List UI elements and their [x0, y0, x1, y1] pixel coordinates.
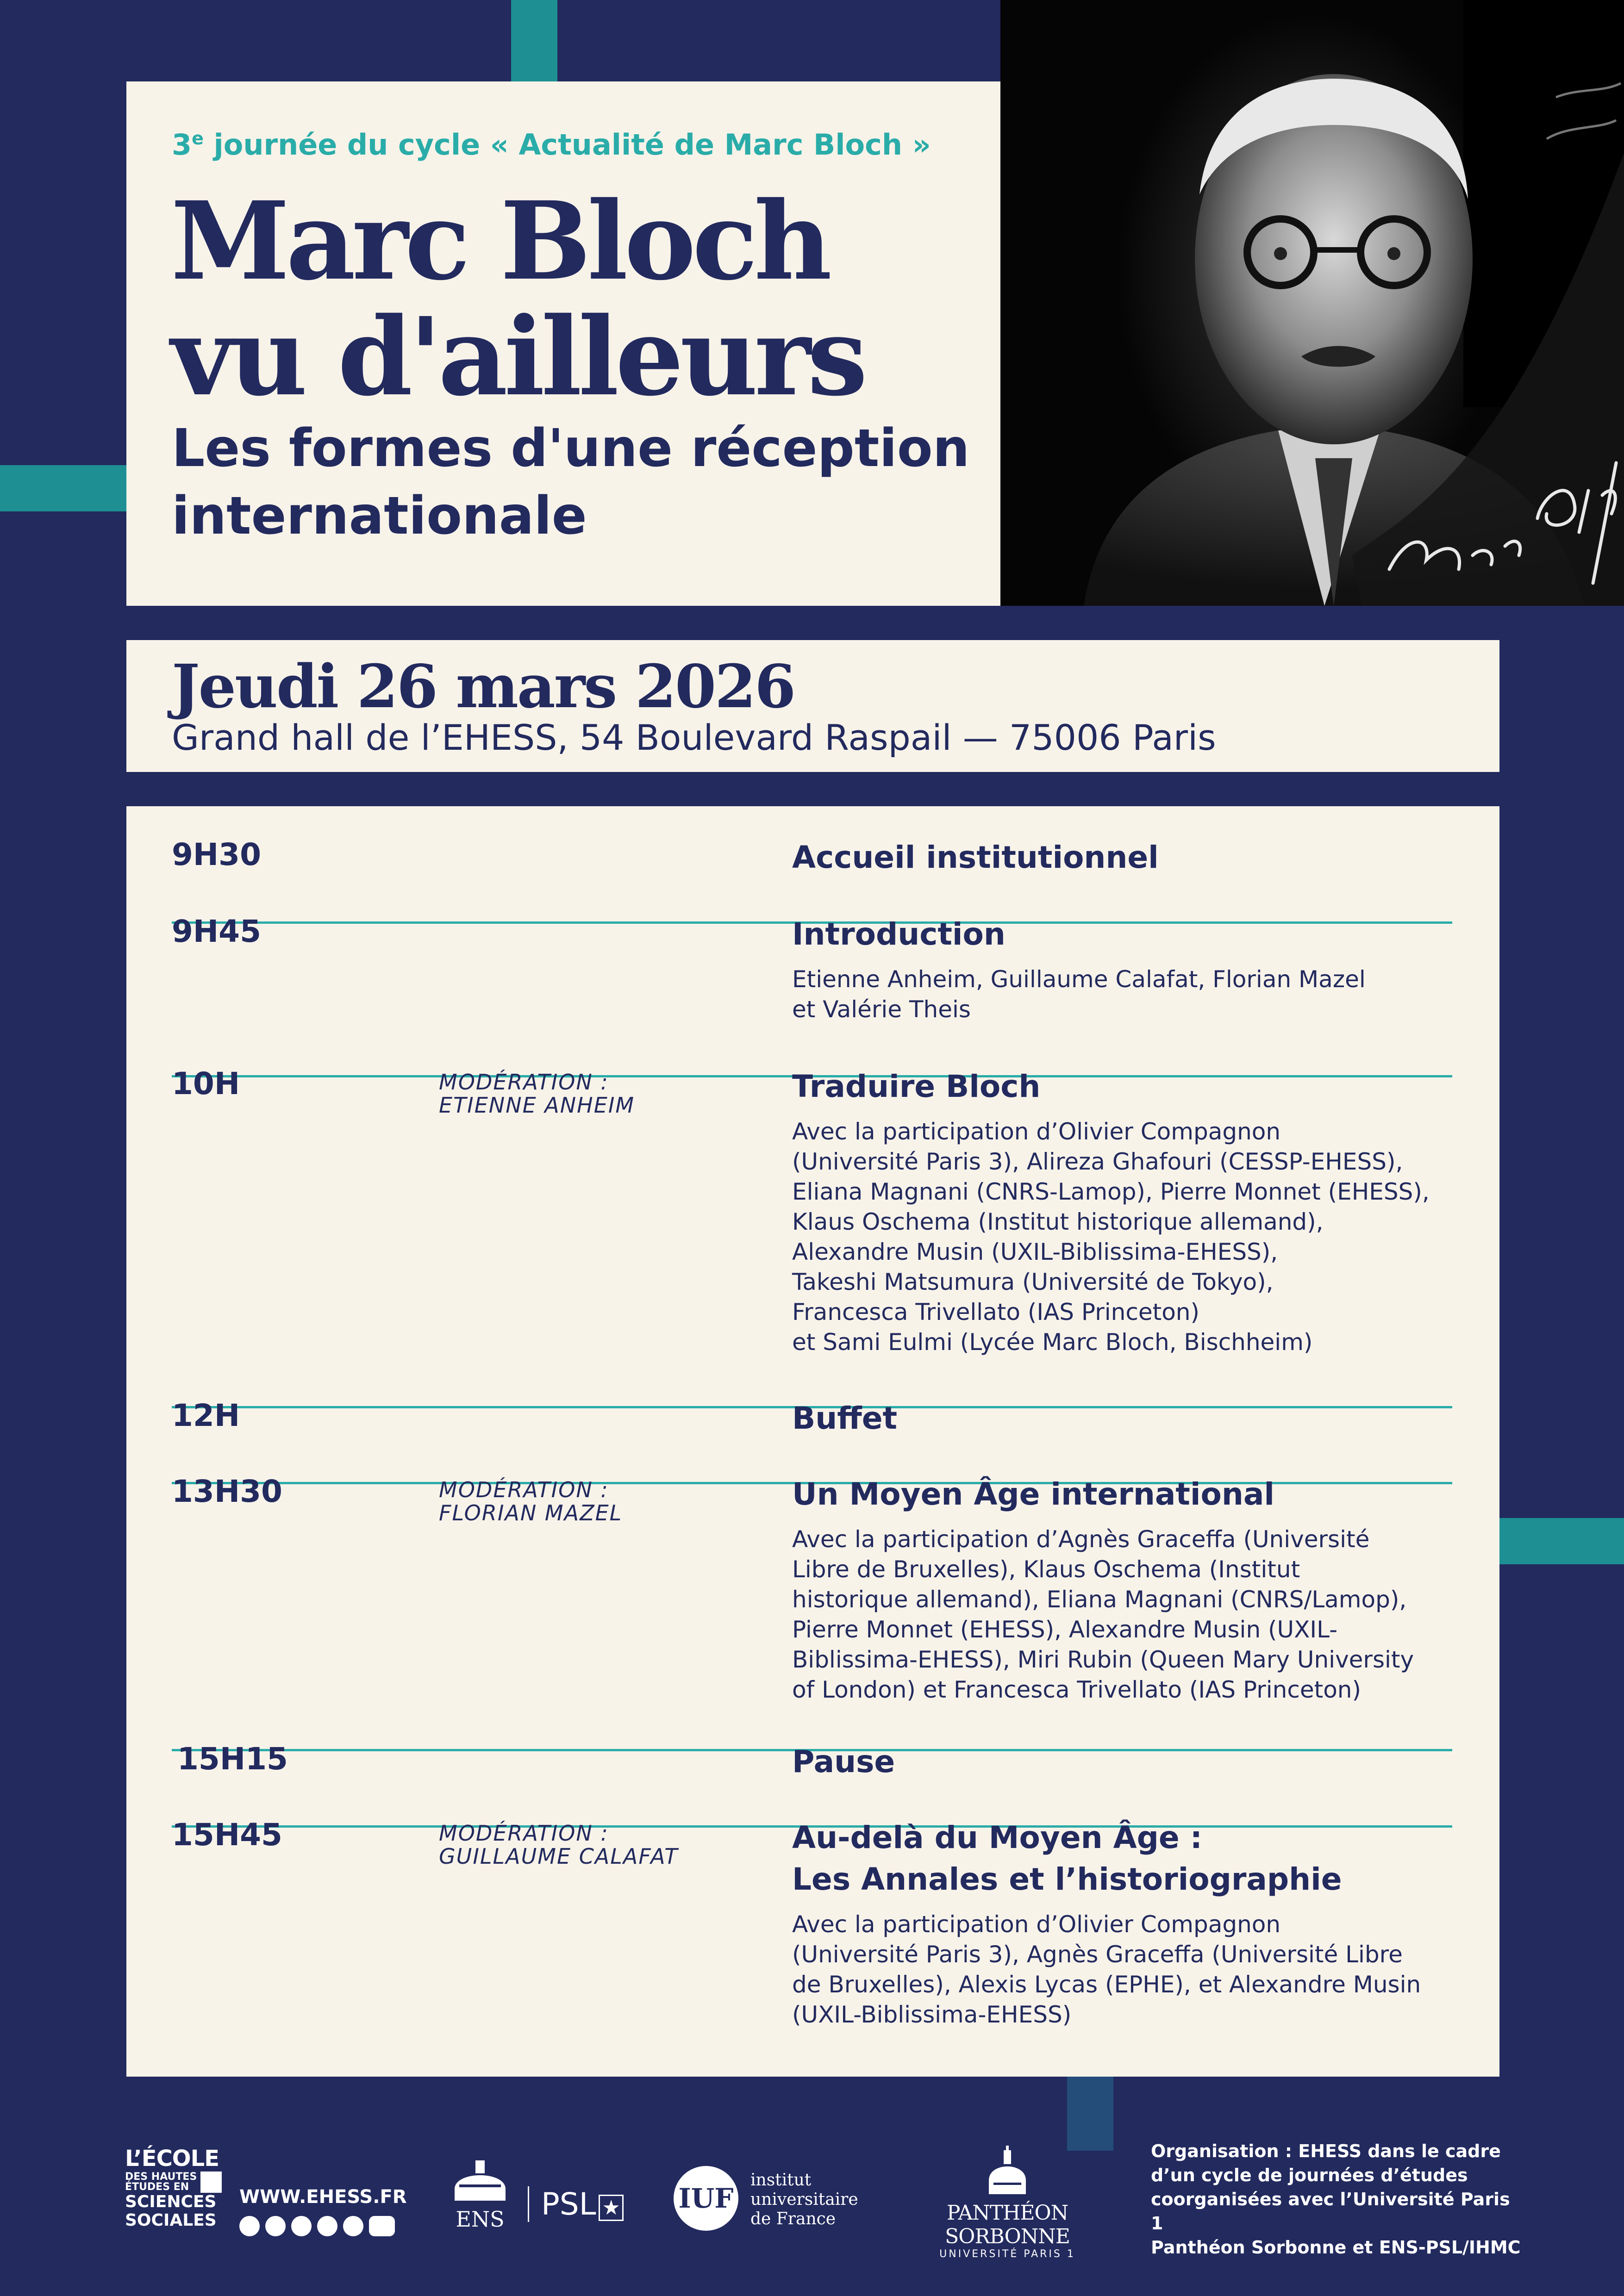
session-title: Pause — [792, 1744, 895, 1780]
ens-label: ENS — [456, 2207, 505, 2232]
program-row — [172, 1474, 1452, 1751]
pantheon-sorbonne-logo[interactable] — [896, 2146, 1118, 2260]
star-icon: ★ — [599, 2195, 623, 2221]
ehess-logo-line: SCIENCES — [125, 2192, 217, 2211]
iuf-logo[interactable] — [674, 2166, 858, 2231]
page-title: Marc Bloch vu d'ailleurs — [171, 178, 864, 420]
ehess-logo-line: L’ÉCOLE — [125, 2146, 219, 2172]
ehess-website-link[interactable]: WWW.EHESS.FR — [239, 2186, 407, 2208]
moderator: MODÉRATION : GUILLAUME CALAFAT — [439, 1821, 679, 1869]
event-date-card — [126, 640, 1499, 772]
session-title: Au-delà du Moyen Âge : Les Annales et l’historiographie — [792, 1820, 1342, 1897]
decor-bar-left — [0, 465, 126, 511]
header-card — [126, 81, 1000, 606]
ehess-logo-line: DES HAUTES — [125, 2171, 197, 2183]
program-row — [172, 1066, 1452, 1408]
ens-dome-icon — [450, 2157, 510, 2203]
tiktok-icon[interactable] — [291, 2216, 312, 2236]
pantheon-dome-icon — [980, 2146, 1035, 2196]
pantheon-subtitle: UNIVERSITÉ PARIS 1 — [939, 2248, 1075, 2260]
program-session — [792, 837, 1449, 878]
instagram-icon[interactable] — [343, 2216, 363, 2236]
program-session — [792, 1817, 1449, 2030]
social-links — [239, 2216, 395, 2236]
ens-logo[interactable] — [450, 2157, 510, 2232]
session-title: Un Moyen Âge international — [792, 1476, 1275, 1512]
program-row — [172, 1398, 1452, 1484]
ehess-logo-line: ÉTUDES EN — [125, 2181, 189, 2193]
program-session — [792, 1066, 1449, 1357]
program-time: 15H15 — [177, 1741, 288, 1777]
session-speakers: Avec la participation d’Agnès Graceffa (Université Libre de Bruxelles), Klaus Oschema (Institut historique allemand), Eliana Magnani (CNRS/Lamop), Pierre Monnet (EHESS), Alexandre Musin (UXIL- Biblissima-EHESS), Miri Rubin (Queen Mary University of London) et Francesca Trivellato (IAS Princeton) — [792, 1526, 1414, 1703]
pantheon-name: PANTHÉON SORBONNE — [945, 2201, 1070, 2248]
program-time: 9H45 — [172, 914, 262, 949]
session-title: Introduction — [792, 916, 1006, 952]
cycle-kicker: 3e journée du cycle « Actualité de Marc Bloch » — [172, 128, 931, 162]
session-title: Buffet — [792, 1400, 898, 1436]
psl-logo[interactable] — [528, 2186, 624, 2222]
program-time: 10H — [172, 1066, 240, 1101]
program-card — [126, 806, 1499, 2077]
session-speakers: Avec la participation d’Olivier Compagnon (Université Paris 3), Alireza Ghafouri (CESSP-EHESS), Eliana Magnani (CNRS-Lamop), Pierre Monnet (EHESS), Klaus Oschema (Institut historique allemand), Alexandre Musin (UXIL-Biblissima-EHESS), Takeshi Matsumura (Université de Tokyo), Francesca Trivellato (IAS Princeton) et Sami Eulmi (Lycée Marc Bloch, Bischheim) — [792, 1118, 1430, 1356]
ehess-logo[interactable] — [125, 2146, 231, 2230]
ehess-square-icon — [200, 2172, 222, 2193]
footer — [0, 2129, 1624, 2296]
moderator: MODÉRATION : ETIENNE ANHEIM — [439, 1070, 635, 1118]
portrait-illustration — [1000, 0, 1624, 606]
iuf-badge: IUF — [674, 2166, 738, 2231]
session-title: Accueil institutionnel — [792, 840, 1159, 875]
ehess-logo-line: SOCIALES — [125, 2211, 217, 2230]
event-venue: Grand hall de l’EHESS, 54 Boulevard Raspail — 75006 Paris — [172, 717, 1216, 758]
marc-bloch-portrait — [1000, 0, 1624, 606]
youtube-icon[interactable] — [369, 2216, 395, 2236]
program-session — [792, 1398, 1449, 1439]
program-time: 9H30 — [172, 837, 262, 872]
decor-bar-right — [1499, 1518, 1624, 1564]
bluesky-icon[interactable] — [265, 2216, 286, 2236]
session-speakers: Etienne Anheim, Guillaume Calafat, Florian Mazel et Valérie Theis — [792, 966, 1366, 1023]
event-date: Jeudi 26 mars 2026 — [172, 652, 795, 722]
program-row — [172, 914, 1452, 1077]
program-session — [792, 914, 1449, 1025]
program-session — [792, 1474, 1449, 1705]
organisation-note: Organisation : EHESS dans le cadre d’un cycle de journées d’études coorganisées avec l’Université Paris 1 Panthéon Sorbonne et ENS-PSL/IHMC — [1151, 2141, 1521, 2258]
decor-bar-top — [511, 0, 557, 81]
page-subtitle: Les formes d'une réception internationale — [172, 418, 970, 546]
program-time: 13H30 — [172, 1474, 282, 1509]
program-time: 12H — [172, 1398, 240, 1433]
program-row — [172, 1817, 1452, 2048]
program-row — [172, 1741, 1452, 1828]
program-row — [172, 837, 1452, 924]
psl-label: PSL — [541, 2186, 596, 2222]
session-title: Traduire Bloch — [792, 1069, 1041, 1104]
linkedin-icon[interactable] — [317, 2216, 337, 2236]
program-time: 15H45 — [172, 1817, 282, 1853]
program-session — [792, 1741, 1449, 1783]
moderator: MODÉRATION : FLORIAN MAZEL — [439, 1477, 623, 1525]
session-speakers: Avec la participation d’Olivier Compagnon (Université Paris 3), Agnès Graceffa (Université Libre de Bruxelles), Alexis Lycas (EPHE), et Alexandre Musin (UXIL-Biblissima-EHESS) — [792, 1911, 1421, 2028]
iuf-label: institut universitaire de France — [750, 2171, 858, 2228]
facebook-icon[interactable] — [239, 2216, 260, 2236]
